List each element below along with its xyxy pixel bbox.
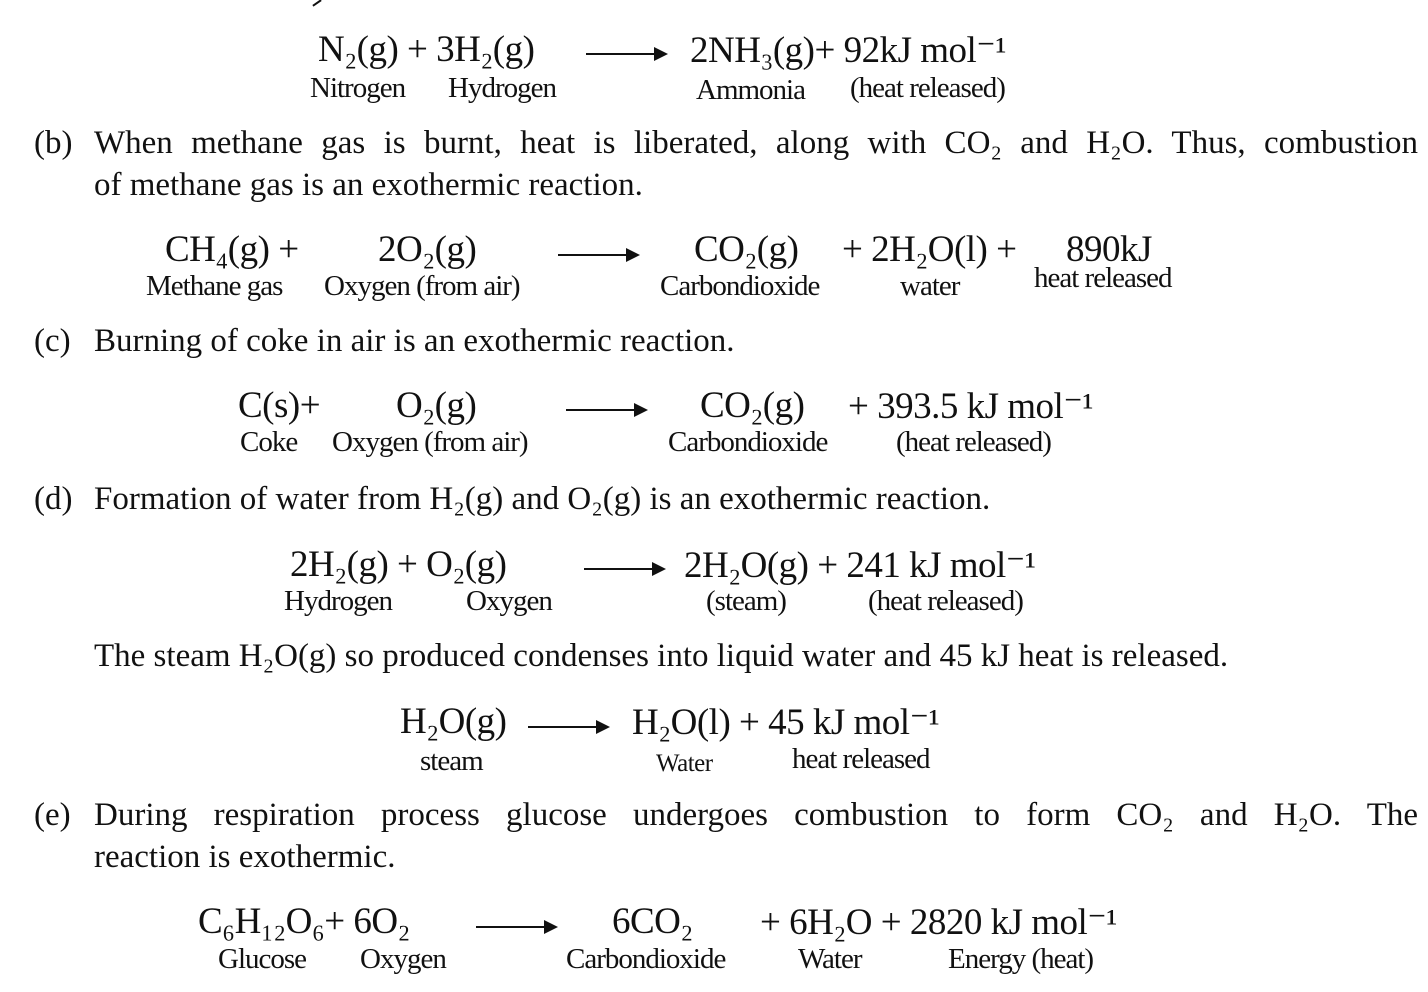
label-heat-released: heat released (1034, 262, 1172, 294)
item-label-d: (d) (34, 481, 73, 517)
label-water: water (900, 270, 960, 302)
equation-b-co2: CO₂(g) (694, 229, 799, 270)
item-label-e: (e) (34, 797, 71, 833)
label-glucose: Glucose (218, 943, 307, 975)
label-carbondioxide: Carbondioxide (566, 943, 726, 975)
label-oxygen: Oxygen (466, 585, 552, 617)
item-label-c: (c) (34, 323, 71, 359)
label-ammonia: Ammonia (696, 74, 805, 106)
equation-c-energy: + 393.5 kJ mol⁻¹ (848, 386, 1093, 427)
equation-e-reactants: C₆H₁₂O₆+ 6O₂ (198, 901, 410, 942)
equation-d-products: 2H₂O(g) + 241 kJ mol⁻¹ (684, 545, 1036, 586)
label-carbondioxide: Carbondioxide (668, 426, 828, 458)
equation-d2-products: H₂O(l) + 45 kJ mol⁻¹ (632, 702, 940, 743)
label-energy-heat: Energy (heat) (948, 943, 1094, 975)
label-steam: steam (420, 745, 483, 777)
equation-b-methane: CH₄(g) + (165, 229, 299, 270)
label-oxygen: Oxygen (360, 943, 446, 975)
equation-b-water: + 2H₂O(l) + (842, 229, 1017, 270)
equation-d-reactants: 2H₂(g) + O₂(g) (290, 544, 507, 585)
equation-c-oxygen: O₂(g) (396, 385, 477, 426)
label-carbondioxide: Carbondioxide (660, 270, 820, 302)
item-label-b: (b) (34, 125, 73, 161)
paragraph-e-line1: During respiration process glucose undergoes combustion to form CO₂ and H₂O. The (94, 797, 1418, 833)
label-heat-released: (heat released) (850, 72, 1005, 104)
equation-c-coke: C(s)+ (238, 385, 321, 426)
label-heat-released: (heat released) (896, 426, 1051, 458)
reaction-arrow-icon (566, 409, 646, 411)
label-hydrogen: Hydrogen (448, 72, 556, 104)
equation-b-oxygen: 2O₂(g) (378, 229, 477, 270)
label-nitrogen: Nitrogen (310, 72, 406, 104)
paragraph-e-line2: reaction is exothermic. (94, 839, 396, 875)
label-water: Water (656, 750, 713, 777)
reaction-arrow-icon (558, 254, 638, 256)
cropped-text-fragment (312, 0, 321, 7)
label-oxygen-from-air: Oxygen (from air) (332, 426, 528, 458)
equation-e-co2: 6CO₂ (612, 901, 693, 942)
paragraph-b-line1: When methane gas is burnt, heat is liberated, along with CO₂ and H₂O. Thus, combustion (94, 125, 1418, 161)
equation-b-energy: 890kJ (1066, 229, 1152, 270)
reaction-arrow-icon (476, 926, 556, 928)
paragraph-d-steam-text: The steam H₂O(g) so produced condenses into liquid water and 45 kJ heat is released. (94, 638, 1229, 674)
label-coke: Coke (240, 426, 298, 458)
equation-a-products: 2NH₃(g)+ 92kJ mol⁻¹ (690, 30, 1006, 71)
label-oxygen-from-air: Oxygen (from air) (324, 270, 520, 302)
reaction-arrow-icon (528, 726, 608, 728)
label-steam: (steam) (706, 585, 786, 617)
label-water: Water (798, 943, 862, 975)
reaction-arrow-icon (584, 568, 664, 570)
equation-c-co2: CO₂(g) (700, 385, 805, 426)
reaction-arrow-icon (586, 53, 666, 55)
paragraph-c-text: Burning of coke in air is an exothermic reaction. (94, 323, 735, 359)
equation-e-products: + 6H₂O + 2820 kJ mol⁻¹ (760, 902, 1117, 943)
label-heat-released: heat released (792, 743, 930, 775)
label-methane-gas: Methane gas (146, 270, 283, 302)
label-heat-released: (heat released) (868, 585, 1023, 617)
equation-a-reactants: N₂(g) + 3H₂(g) (318, 29, 535, 70)
label-hydrogen: Hydrogen (284, 585, 392, 617)
equation-d2-reactant: H₂O(g) (400, 701, 507, 742)
paragraph-b-line2: of methane gas is an exothermic reaction. (94, 167, 643, 203)
paragraph-d-text: Formation of water from H₂(g) and O₂(g) is an exothermic reaction. (94, 481, 991, 517)
